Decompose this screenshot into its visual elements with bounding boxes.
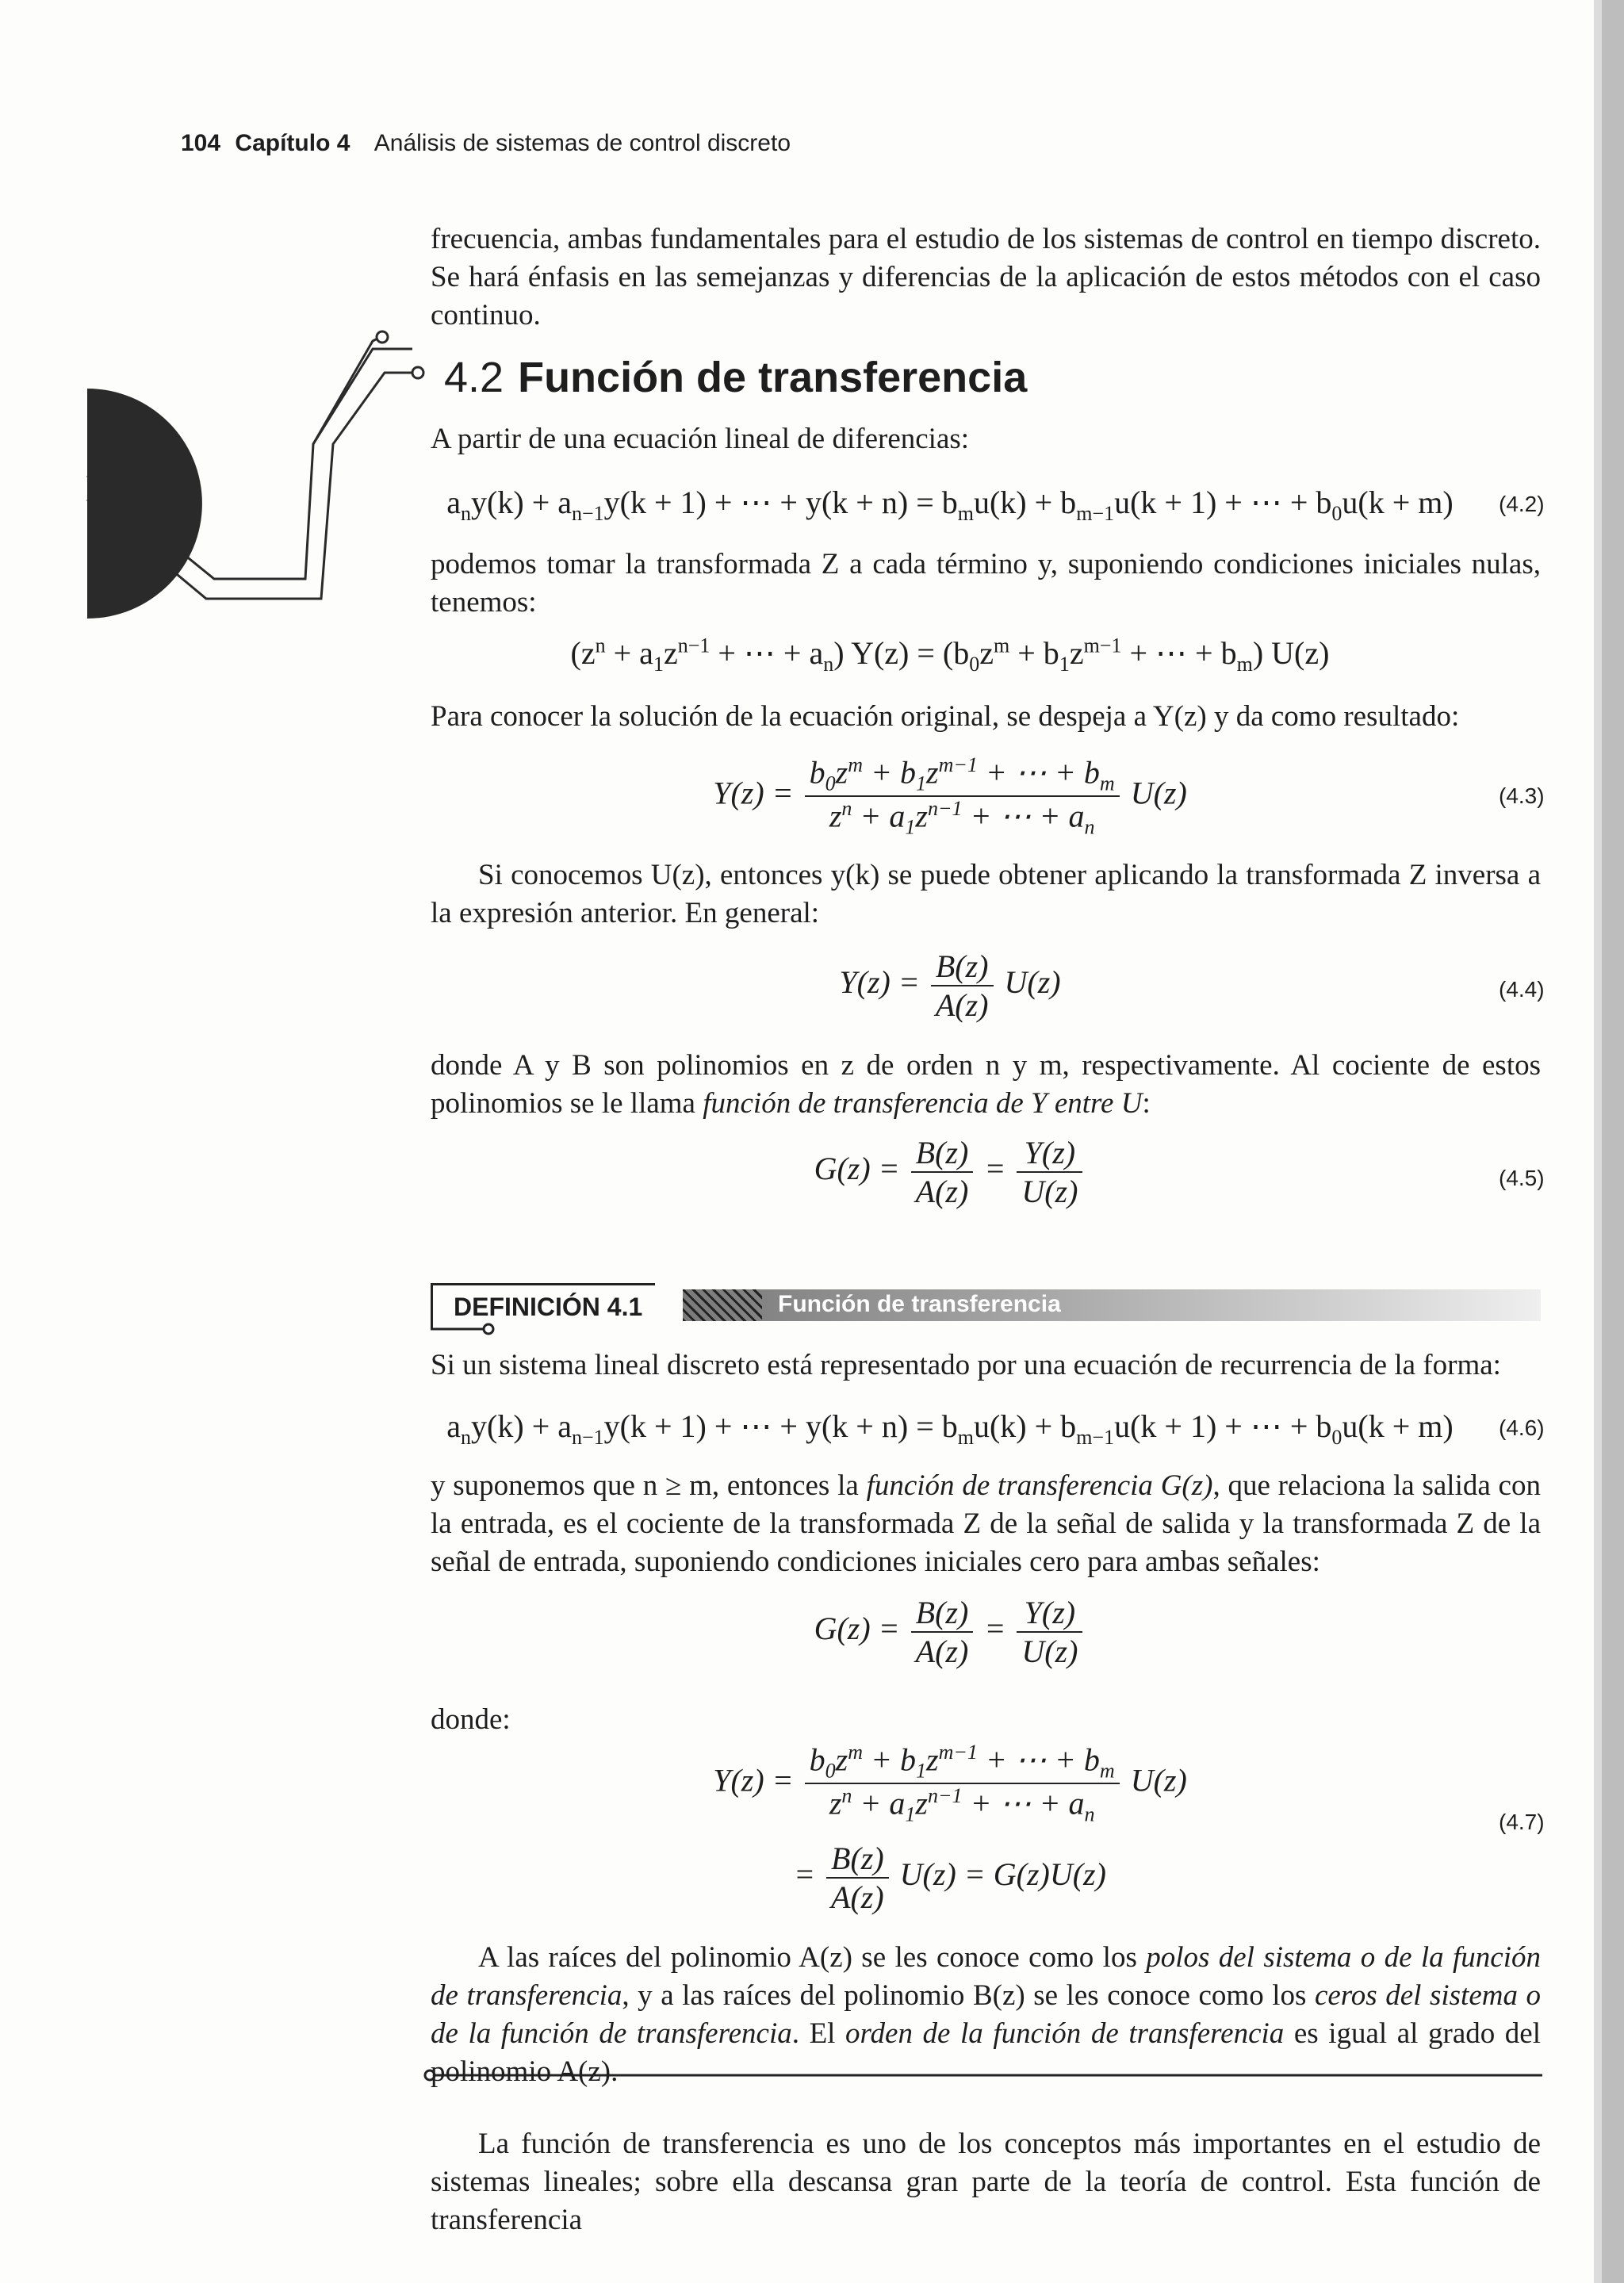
paragraph-5-text: donde A y B son polinomios en z de orden n y m, respectivamente. Al cociente de estos polinomios se le llama [431,1049,1541,1120]
definition-paragraph-2-term: función de transferencia G(z) [866,1469,1213,1502]
definition-paragraph-1: Si un sistema lineal discreto está representado por una ecuación de recurrencia de la forma: [431,1349,1501,1381]
equation-z-transform: ($z^n + a_1z^{n-1}$ + ⋯ + $a_n$) $Y(z) = (b_0z^m + b_1z^{m-1}$ + ⋯ + $b_m$) U(z) [570,634,1330,676]
paragraph-1: A partir de una ecuación lineal de diferencias: [431,423,970,455]
intro-paragraph: frecuencia, ambas fundamentales para el estudio de los sistemas de control en tiempo discreto. Se hará énfasis en las semejanzas y diferencias de la aplicación de estos métodos con el caso continuo. [431,223,1541,331]
circuit-node-heading [412,367,423,378]
scan-edge-shadow [1602,0,1624,2283]
equation-number-4-6: (4.6) [1499,1415,1545,1440]
definition-title: Función de transferencia [778,1291,1061,1317]
section-title: Función de transferencia [518,354,1028,401]
equation-4-7-line-2: = $\frac{B(z)}{A(z)}$ U(z) = G(z)U(z) [794,1841,1106,1915]
section-number: 4.2 [444,354,504,401]
definition-paragraph-3-term-zeros: ceros del sistema o de la función de transferencia [431,1979,1541,2050]
equation-number-4-3: (4.3) [1499,783,1545,808]
dark-half-circle [87,389,202,619]
final-paragraph: La función de transferencia es uno de los conceptos más importantes en el estudio de sistemas lineales; sobre ella descansa gran parte de la teoría de control. Esta función de transferencia [431,2128,1541,2236]
definition-paragraph-3-text-c: . El [791,2017,846,2050]
definition-paragraph-2 [431,1467,1541,1581]
scan-edge-shadow-inner [1594,0,1602,2283]
circuit-node-top [377,331,388,343]
equation-number-4-4: (4.4) [1499,977,1545,1002]
definition-paragraph-3-text-a: A las raíces del polinomio A(z) se les conoce como los [478,1941,1147,1974]
definition-paragraph-3-term-order: orden de la función de transferencia [845,2017,1285,2050]
equation-4-4: Y(z) = $\frac{B(z)}{A(z)}$ U(z) [839,948,1061,1023]
definition-paragraph-3-text-d: es igual al grado del polinomio A(z). [431,2017,1542,2088]
equation-4-7-line-1: Y(z) = $\frac{b_0z^m + b_1z^{m-1} + \cdots + b_m}{z^n + a_1z^{n-1} + \cdots + a_n}$ U(z) [713,1741,1187,1826]
definition-paragraph-3-term-poles: polos del sistema o de la función de transferencia [431,1941,1541,2012]
definition-title-bar [683,1289,1541,1321]
paragraph-5-term: función de transferencia de Y entre U [703,1087,1143,1120]
definition-paragraph-2-rest: , que relaciona la salida con la entrada, es el cociente de la transformada Z de la señal de salida y la transformada Z de la señal de entrada, suponiendo condiciones iniciales cero para ambas señales: [431,1469,1541,1578]
equation-4-5: G(z) = $\frac{B(z)}{A(z)}$ = $\frac{Y(z)}{U(z)}$ [431,1134,1469,1210]
chapter-label: Capítulo 4 [235,130,350,156]
definition-hatching [683,1289,762,1321]
definition-paragraph-3-text-b: , y a las raíces del polinomio B(z) se les conoce como los [622,1979,1315,2012]
paragraph-3: Para conocer la solución de la ecuación original, se despeja a Y(z) y da como resultado: [431,700,1460,733]
equation-4-6: $a_ny(k) + a_{n-1}y(k + 1)$ + ⋯ + $y(k + n) = b_mu(k) + b_{m-1}u(k + 1)$ + ⋯ + $b_0u(k + m)$ [446,1408,1454,1449]
paragraph-5-end: : [1142,1087,1151,1120]
page-number: 104 [181,130,221,156]
equation-4-2: $a_ny(k) + a_{n-1}y(k + 1)$ + ⋯ + $y(k + n) = b_mu(k) + b_{m-1}u(k + 1)$ + ⋯ + $b_0u(k + m)$ [446,485,1454,525]
definition-label-node [428,1316,500,1340]
equation-4-3: Y(z) = $\frac{b_0z^m + b_1z^{m-1} + \cdots + b_m}{z^n + a_1z^{n-1} + \cdots + a_n}$ U(z) [713,753,1187,839]
section-heading [444,353,1027,402]
definition-banner [431,1283,1541,1331]
paragraph-4: Si conocemos U(z), entonces y(k) se puede obtener aplicando la transformada Z inversa a la expresión anterior. En general: [431,859,1541,929]
definition-label: DEFINICIÓN 4.1 [431,1283,655,1328]
equation-g-of-z: G(z) = $\frac{B(z)}{A(z)}$ = $\frac{Y(z)}{U(z)}$ [431,1594,1469,1670]
equation-number-4-5: (4.5) [1499,1166,1545,1190]
running-header [181,130,791,157]
definition-paragraph-3 [431,1939,1541,2091]
paragraph-2: podemos tomar la transformada Z a cada término y, suponiendo condiciones iniciales nulas, tenemos: [431,548,1541,619]
chapter-title: Análisis de sistemas de control discreto [373,130,791,156]
paragraph-5 [431,1047,1541,1123]
equation-number-4-7: (4.7) [1499,1810,1545,1834]
definition-donde: donde: [431,1703,511,1736]
equation-number-4-2: (4.2) [1499,492,1545,516]
definition-paragraph-2-text: y suponemos que n ≥ m, entonces la [431,1469,867,1502]
